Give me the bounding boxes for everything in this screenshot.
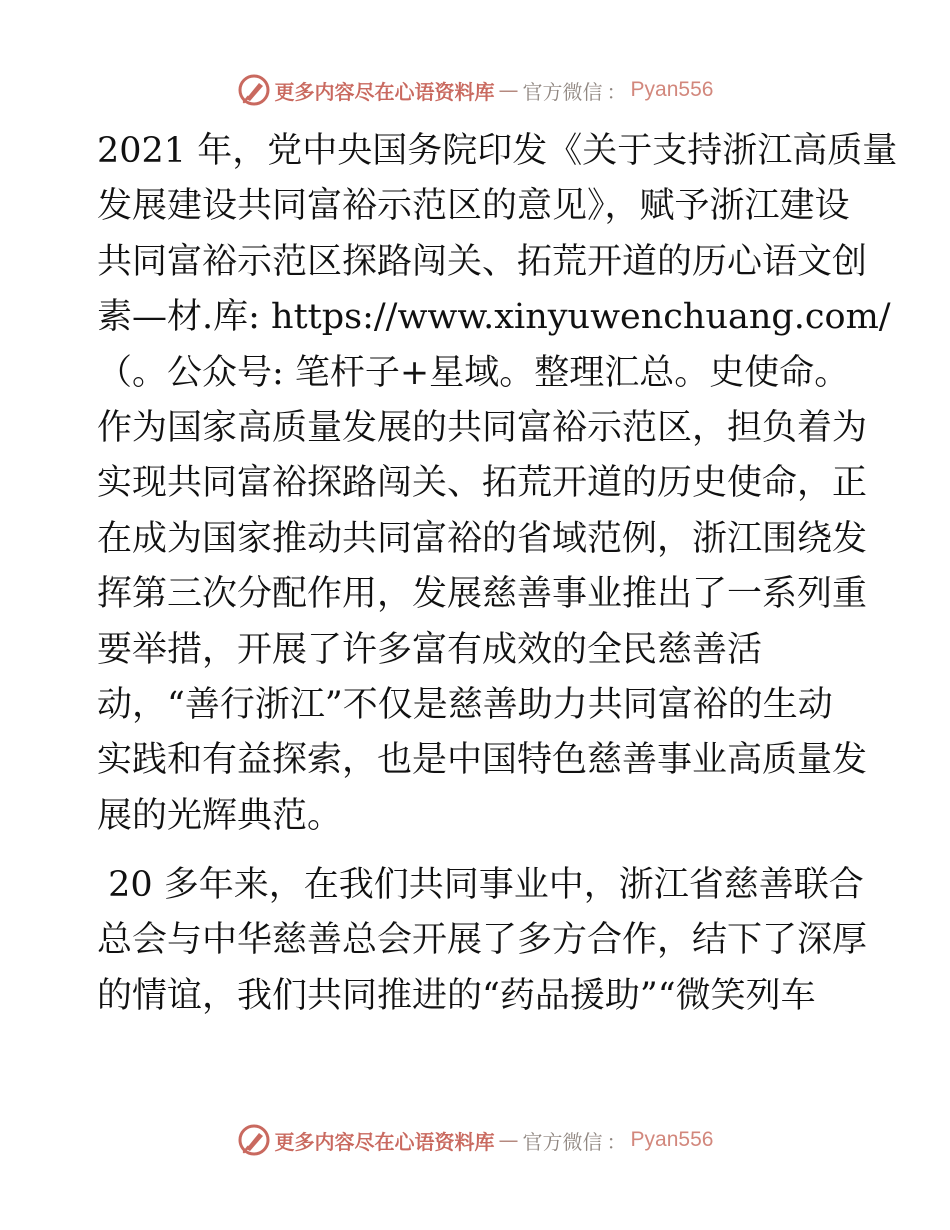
text-line: 挥第三次分配作用，发展慈善事业推出了一系列重 — [97, 574, 868, 615]
text-line: （。公众号: 笔杆子+星域。整理汇总。史使命。 — [97, 352, 850, 393]
paragraph-1 — [97, 124, 898, 844]
watermark-colon: ： — [606, 79, 627, 104]
text-line-url: 素—材.库: https://www.xinyuwenchuang.com/ — [97, 297, 891, 338]
text-line: 总会与中华慈善总会开展了多方合作，结下了深厚 — [97, 920, 868, 961]
text-line: 动，“善行浙江”不仅是慈善助力共同富裕的生动 — [97, 684, 833, 725]
text-line: 展的光辉典范。 — [97, 795, 343, 836]
watermark-dash: — — [498, 78, 519, 102]
text-line: 要举措，开展了许多富有成效的全民慈善活 — [97, 629, 763, 670]
text-line: 2021 年，党中央国务院印发《关于支持浙江高质量 — [97, 131, 898, 171]
quill-circle-logo-icon — [237, 73, 271, 107]
watermark-title: 更多内容尽在心语资料库 — [274, 79, 495, 104]
paragraph-2 — [97, 858, 868, 1024]
watermark-label: 官方微信 — [522, 1129, 603, 1154]
watermark-wechat-id: Pyan556 — [630, 1128, 714, 1151]
text-line: 的情谊，我们共同推进的“药品援助”“微笑列车 — [97, 975, 816, 1016]
watermark-dash: — — [498, 1128, 519, 1152]
watermark-header — [0, 70, 950, 110]
text-line: 实现共同富裕探路闯关、拓荒开道的历史使命，正 — [97, 463, 868, 504]
text-line: 20 多年来，在我们共同事业中，浙江省慈善联合 — [97, 865, 864, 906]
watermark-colon: ： — [606, 1129, 627, 1154]
watermark-wechat-id: Pyan556 — [630, 78, 714, 101]
document-body — [97, 124, 898, 1024]
paragraph-gap — [97, 844, 857, 858]
text-line: 发展建设共同富裕示范区的意见》，赋予浙江建设 — [97, 186, 850, 227]
text-line: 共同富裕示范区探路闯关、拓荒开道的历心语文创 — [97, 241, 868, 282]
watermark-footer — [0, 1120, 950, 1160]
text-line: 实践和有益探索，也是中国特色慈善事业高质量发 — [97, 740, 868, 781]
text-line: 作为国家高质量发展的共同富裕示范区，担负着为 — [97, 407, 868, 448]
text-line: 在成为国家推动共同富裕的省域范例，浙江围绕发 — [97, 518, 868, 559]
watermark-label: 官方微信 — [522, 79, 603, 104]
quill-circle-logo-icon — [237, 1123, 271, 1157]
watermark-title: 更多内容尽在心语资料库 — [274, 1129, 495, 1154]
